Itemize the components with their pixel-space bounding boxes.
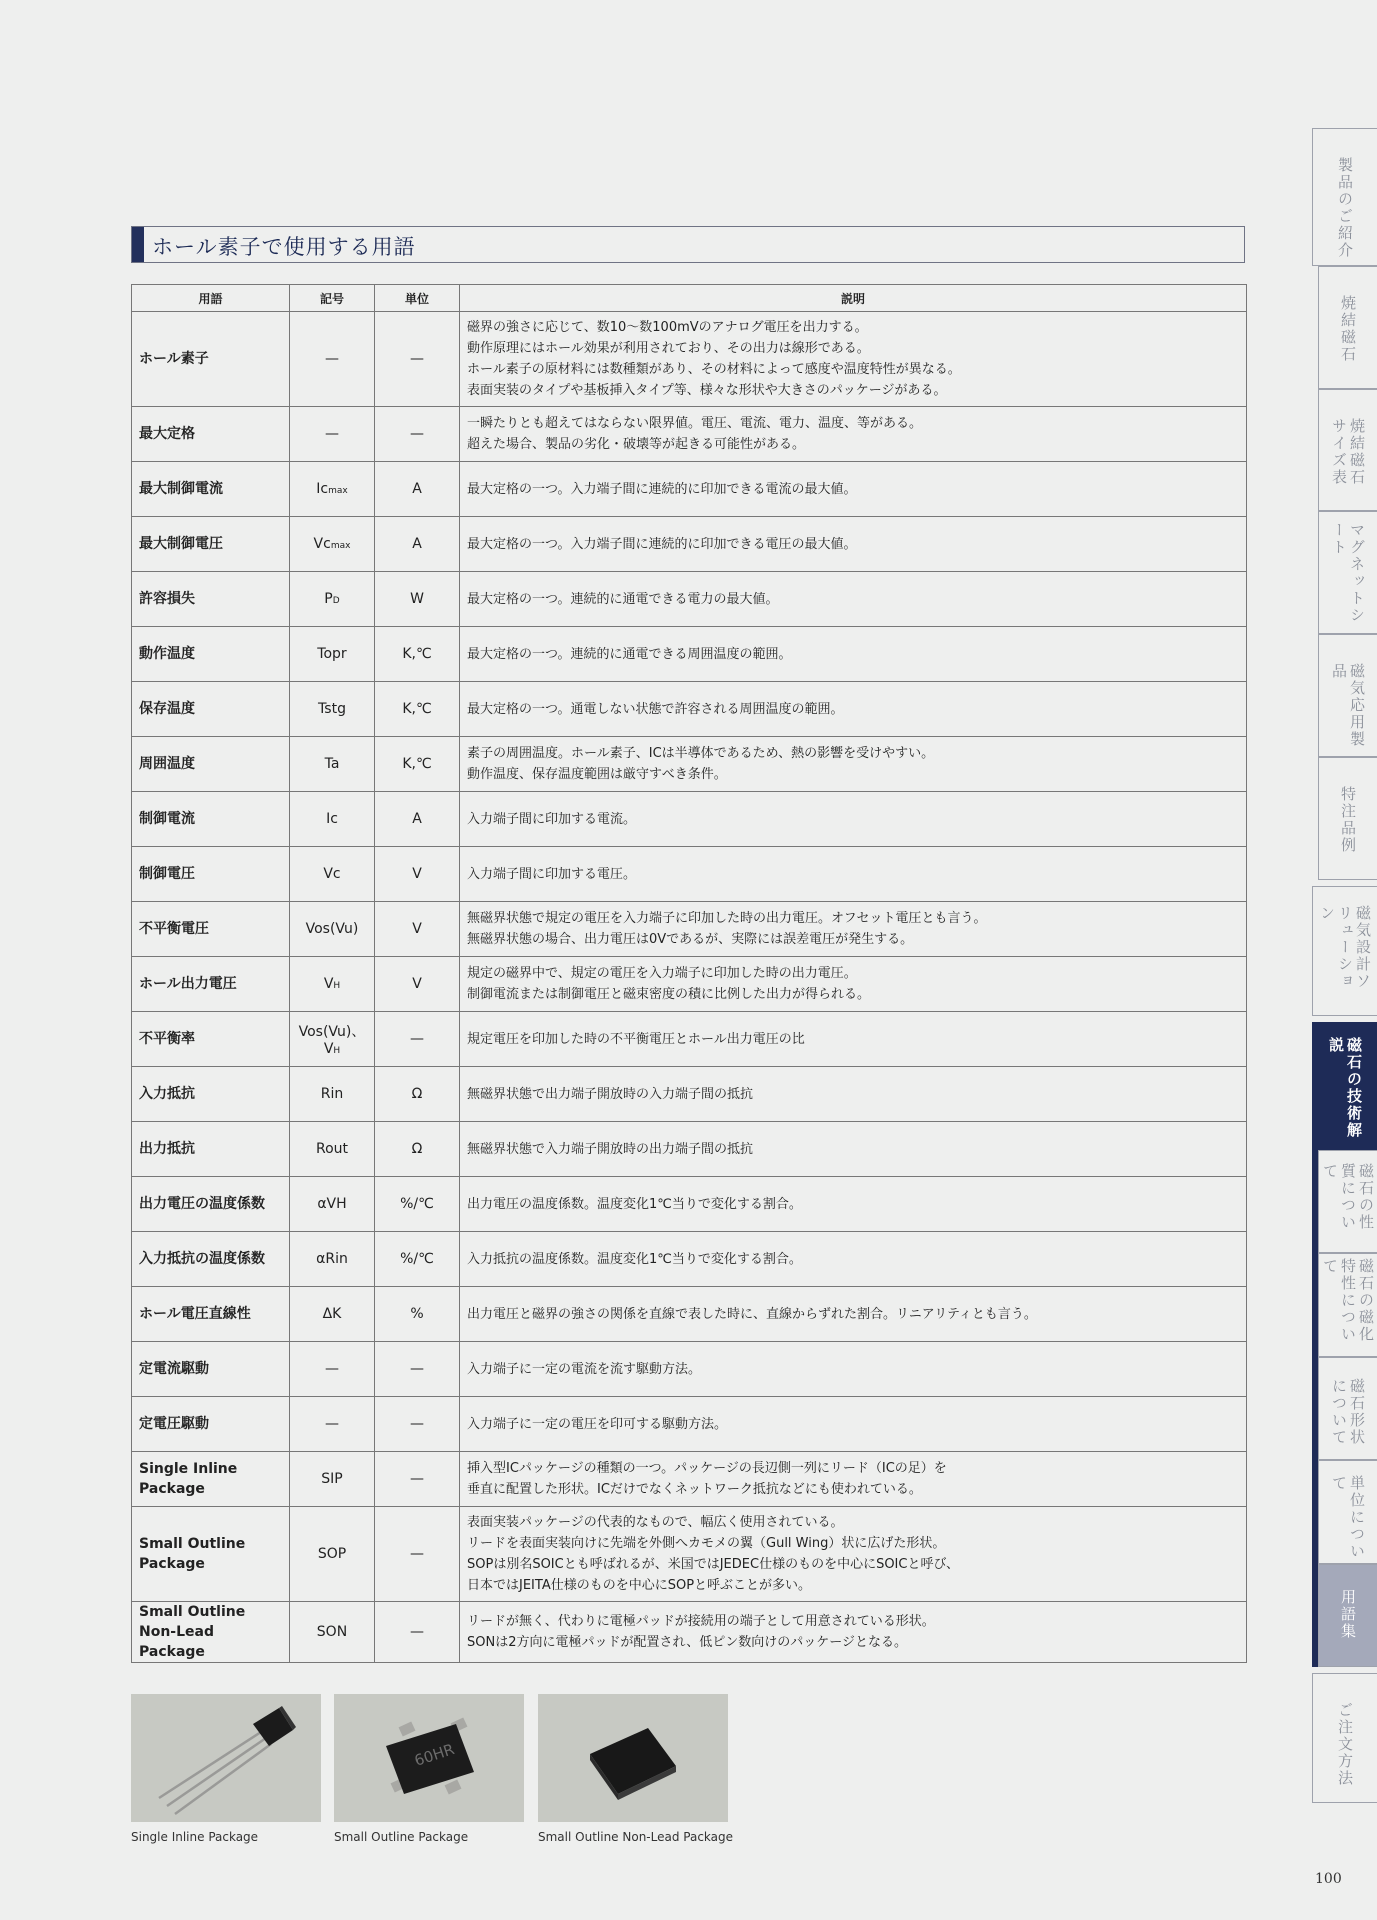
sip-package-image — [131, 1694, 321, 1822]
unit-cell: A — [375, 792, 460, 847]
header-unit: 単位 — [375, 285, 460, 312]
side-tab-label: 用語集 — [1339, 1589, 1357, 1640]
table-header-row — [132, 285, 1247, 312]
description-cell: 最大定格の一つ。連続的に通電できる周囲温度の範囲。 — [460, 627, 1247, 682]
section-title-box — [131, 226, 1245, 263]
term-cell: 許容損失 — [132, 572, 290, 627]
term-cell: Single Inline Package — [132, 1452, 290, 1507]
term-cell: 動作温度 — [132, 627, 290, 682]
caption-sop: Small Outline Package — [334, 1830, 469, 1844]
table-row — [132, 312, 1247, 407]
description-cell: 出力電圧と磁界の強さの関係を直線で表した時に、直線からずれた割合。リニアリティとも言う。 — [460, 1287, 1247, 1342]
side-tab-magnet-shape[interactable] — [1318, 1357, 1377, 1460]
photo-sip — [131, 1694, 321, 1822]
description-cell: 入力端子間に印加する電圧。 — [460, 847, 1247, 902]
side-tab-magnet-sheet[interactable] — [1318, 511, 1377, 634]
symbol-text: SIP — [321, 1471, 343, 1487]
symbol-cell — [290, 1122, 375, 1177]
symbol-text: P — [324, 591, 333, 607]
symbol-subscript: H — [333, 981, 341, 991]
unit-cell: %/℃ — [375, 1177, 460, 1232]
symbol-text: Ta — [324, 756, 340, 772]
table-row — [132, 737, 1247, 792]
symbol-cell — [290, 1507, 375, 1602]
symbol-cell — [290, 1012, 375, 1067]
symbol-cell — [290, 517, 375, 572]
term-cell: ホール電圧直線性 — [132, 1287, 290, 1342]
unit-cell: V — [375, 847, 460, 902]
table-row — [132, 462, 1247, 517]
symbol-text: Rin — [320, 1086, 344, 1102]
description-cell: 素子の周囲温度。ホール素子、ICは半導体であるため、熱の影響を受けやすい。 動作温度、保存温度範囲は厳守すべき条件。 — [460, 737, 1247, 792]
unit-cell: %/℃ — [375, 1232, 460, 1287]
symbol-text: Vos(Vu)、V — [298, 1024, 366, 1057]
side-tab-products[interactable] — [1312, 128, 1377, 266]
term-cell: 制御電流 — [132, 792, 290, 847]
description-cell: 入力抵抗の温度係数。温度変化1℃当りで変化する割合。 — [460, 1232, 1247, 1287]
unit-cell: — — [375, 1012, 460, 1067]
header-symbol: 記号 — [290, 285, 375, 312]
symbol-subscript: H — [333, 1046, 341, 1056]
table-row — [132, 1122, 1247, 1177]
unit-cell: Ω — [375, 1067, 460, 1122]
symbol-text: SOP — [317, 1546, 347, 1562]
symbol-cell — [290, 462, 375, 517]
unit-cell: — — [375, 1602, 460, 1663]
table-row — [132, 957, 1247, 1012]
symbol-cell — [290, 792, 375, 847]
side-tab-glossary[interactable] — [1318, 1564, 1377, 1667]
description-cell: 規定の磁界中で、規定の電圧を入力端子に印加した時の出力電圧。 制御電流または制御電圧と磁束密度の積に比例した出力が得られる。 — [460, 957, 1247, 1012]
term-cell: 不平衡電圧 — [132, 902, 290, 957]
table-row — [132, 572, 1247, 627]
symbol-cell — [290, 627, 375, 682]
side-tab-label: 焼結磁石サイズ表 — [1330, 418, 1366, 486]
table-row — [132, 1342, 1247, 1397]
description-cell: 出力電圧の温度係数。温度変化1℃当りで変化する割合。 — [460, 1177, 1247, 1232]
description-cell: 入力端子に一定の電流を流す駆動方法。 — [460, 1342, 1247, 1397]
description-cell: 無磁界状態で規定の電圧を入力端子に印加した時の出力電圧。オフセット電圧とも言う。 無磁界状態の場合、出力電圧は0Vであるが、実際には誤差電圧が発生する。 — [460, 902, 1247, 957]
side-tab-label: 磁気設計ソリューション — [1318, 905, 1372, 990]
table-row — [132, 1067, 1247, 1122]
side-tab-custom-examples[interactable] — [1318, 757, 1377, 880]
symbol-cell — [290, 1177, 375, 1232]
term-cell: 入力抵抗の温度係数 — [132, 1232, 290, 1287]
term-cell: 不平衡率 — [132, 1012, 290, 1067]
sop-marking: 60HR — [412, 1740, 457, 1770]
table-row — [132, 1452, 1247, 1507]
symbol-subscript: max — [330, 541, 351, 551]
unit-cell: — — [375, 1507, 460, 1602]
description-cell: リードが無く、代わりに電極パッドが接続用の端子として用意されている形状。 SONは2方向に電極パッドが配置され、低ピン数向けのパッケージとなる。 — [460, 1602, 1247, 1663]
unit-cell: Ω — [375, 1122, 460, 1177]
symbol-cell — [290, 957, 375, 1012]
table-row — [132, 682, 1247, 737]
caption-sip: Single Inline Package — [131, 1830, 259, 1844]
header-term: 用語 — [132, 285, 290, 312]
symbol-text: Ic — [316, 481, 329, 497]
symbol-text: — — [325, 351, 339, 367]
section-title: ホール素子で使用する用語 — [152, 235, 416, 259]
table-row — [132, 1507, 1247, 1602]
symbol-text: V — [323, 976, 334, 992]
unit-cell: — — [375, 1397, 460, 1452]
unit-cell: % — [375, 1287, 460, 1342]
symbol-cell — [290, 682, 375, 737]
symbol-cell — [290, 1397, 375, 1452]
table-row — [132, 1177, 1247, 1232]
side-tab-label: 磁石形状について — [1330, 1378, 1366, 1446]
side-tab-label: マグネットシート — [1330, 522, 1366, 624]
symbol-text: SON — [316, 1624, 348, 1640]
unit-cell: K,℃ — [375, 627, 460, 682]
symbol-cell — [290, 737, 375, 792]
symbol-text: — — [325, 426, 339, 442]
term-cell: 最大制御電圧 — [132, 517, 290, 572]
photo-sop — [334, 1694, 524, 1822]
symbol-cell — [290, 312, 375, 407]
photo-son — [538, 1694, 728, 1822]
side-tab-ordering[interactable] — [1312, 1673, 1377, 1803]
symbol-text: Tstg — [318, 701, 346, 717]
term-cell: 最大制御電流 — [132, 462, 290, 517]
symbol-text: Vc — [313, 536, 331, 552]
symbol-text: αRin — [316, 1251, 348, 1267]
term-cell: Small Outline Non-Lead Package — [132, 1602, 290, 1663]
term-cell: 最大定格 — [132, 407, 290, 462]
symbol-text: Topr — [317, 646, 347, 662]
term-cell: 入力抵抗 — [132, 1067, 290, 1122]
table-row — [132, 1287, 1247, 1342]
description-cell: 最大定格の一つ。通電しない状態で許容される周囲温度の範囲。 — [460, 682, 1247, 737]
term-cell: 周囲温度 — [132, 737, 290, 792]
term-cell: ホール出力電圧 — [132, 957, 290, 1012]
side-tab-label: ご注文方法 — [1336, 1702, 1354, 1787]
table-row — [132, 627, 1247, 682]
side-tab-magnetic-design[interactable] — [1312, 886, 1377, 1016]
symbol-cell — [290, 1232, 375, 1287]
term-cell: ホール素子 — [132, 312, 290, 407]
term-cell: 定電流駆動 — [132, 1342, 290, 1397]
unit-cell: — — [375, 1342, 460, 1397]
symbol-cell — [290, 902, 375, 957]
side-tab-label: 磁石の性質について — [1321, 1163, 1375, 1231]
table-row — [132, 1397, 1247, 1452]
table-row — [132, 1602, 1247, 1663]
title-accent-bar — [132, 227, 144, 262]
son-package-image — [538, 1694, 728, 1822]
symbol-cell — [290, 1452, 375, 1507]
description-cell: 最大定格の一つ。連続的に通電できる電力の最大値。 — [460, 572, 1247, 627]
symbol-cell — [290, 407, 375, 462]
description-cell: 規定電圧を印加した時の不平衡電圧とホール出力電圧の比 — [460, 1012, 1247, 1067]
table-row — [132, 1232, 1247, 1287]
symbol-text: αVH — [317, 1196, 347, 1212]
side-tab-size-table[interactable] — [1318, 389, 1377, 511]
description-cell: 表面実装パッケージの代表的なもので、幅広く使用されている。 リードを表面実装向けに先端を外側へカモメの翼（Gull Wing）状に広げた形状。 SOPは別名SOICとも呼ばれるが、米国ではJEDEC仕様のものを中心にSOICと呼び、 日本ではJEITA仕様のものを中心にSOPと呼ぶことが多い。 — [460, 1507, 1247, 1602]
table-row — [132, 517, 1247, 572]
description-cell: 入力端子に一定の電圧を印可する駆動方法。 — [460, 1397, 1247, 1452]
symbol-text: ΔK — [322, 1306, 342, 1322]
side-tab-label: 磁気応用製品 — [1330, 663, 1366, 748]
symbol-cell — [290, 1287, 375, 1342]
symbol-text: Ic — [326, 811, 338, 827]
symbol-text: Rout — [315, 1141, 349, 1157]
symbol-text: Vc — [323, 866, 341, 882]
unit-cell: A — [375, 517, 460, 572]
unit-cell: K,℃ — [375, 737, 460, 792]
unit-cell: — — [375, 1452, 460, 1507]
side-tab-units[interactable] — [1318, 1460, 1377, 1564]
side-tab-label: 磁石の磁化特性について — [1321, 1258, 1375, 1343]
symbol-text: Vos(Vu) — [305, 921, 359, 937]
symbol-cell — [290, 847, 375, 902]
term-cell: 出力抵抗 — [132, 1122, 290, 1177]
symbol-cell — [290, 1342, 375, 1397]
side-tab-magnetization[interactable] — [1318, 1253, 1377, 1357]
side-tab-label: 製品のご紹介 — [1336, 157, 1354, 259]
unit-cell: V — [375, 902, 460, 957]
term-cell: 保存温度 — [132, 682, 290, 737]
caption-son: Small Outline Non-Lead Package — [538, 1830, 734, 1844]
side-tab-magnet-properties[interactable] — [1318, 1150, 1377, 1253]
term-cell: 制御電圧 — [132, 847, 290, 902]
unit-cell: K,℃ — [375, 682, 460, 737]
description-cell: 最大定格の一つ。入力端子間に連続的に印加できる電流の最大値。 — [460, 462, 1247, 517]
header-description: 説明 — [460, 285, 1247, 312]
symbol-text: — — [325, 1416, 339, 1432]
description-cell: 挿入型ICパッケージの種類の一つ。パッケージの長辺側一列にリード（ICの足）を 垂直に配置した形状。ICだけでなくネットワーク抵抗などにも使われている。 — [460, 1452, 1247, 1507]
symbol-subscript: max — [328, 486, 348, 496]
term-cell: 出力電圧の温度係数 — [132, 1177, 290, 1232]
table-row — [132, 902, 1247, 957]
term-cell: Small Outline Package — [132, 1507, 290, 1602]
side-tab-sintered-magnet[interactable] — [1318, 266, 1377, 389]
page-number: 100 — [1315, 1871, 1342, 1887]
symbol-subscript: D — [332, 596, 340, 606]
table-row — [132, 1012, 1247, 1067]
unit-cell: A — [375, 462, 460, 517]
unit-cell: V — [375, 957, 460, 1012]
description-cell: 無磁界状態で入力端子開放時の出力端子間の抵抗 — [460, 1122, 1247, 1177]
term-cell: 定電圧駆動 — [132, 1397, 290, 1452]
description-cell: 入力端子間に印加する電流。 — [460, 792, 1247, 847]
unit-cell: W — [375, 572, 460, 627]
description-cell: 磁界の強さに応じて、数10～数100mVのアナログ電圧を出力する。 動作原理にはホール効果が利用されており、その出力は線形である。 ホール素子の原材料には数種類があり、その材料によって感度や温度特性が異なる。 表面実装のタイプや基板挿入タイプ等、様々な形状や大きさのパッケージがある。 — [460, 312, 1247, 407]
description-cell: 一瞬たりとも超えてはならない限界値。電圧、電流、電力、温度、等がある。 超えた場合、製品の劣化・破壊等が起きる可能性がある。 — [460, 407, 1247, 462]
description-cell: 無磁界状態で出力端子開放時の入力端子間の抵抗 — [460, 1067, 1247, 1122]
table-row — [132, 847, 1247, 902]
symbol-cell — [290, 572, 375, 627]
side-tab-label: 磁石の技術解説 — [1327, 1037, 1363, 1139]
table-row — [132, 792, 1247, 847]
side-tab-label: 焼結磁石 — [1339, 295, 1357, 363]
side-tab-applied-products[interactable] — [1318, 634, 1377, 757]
side-tab-technical-guide[interactable] — [1312, 1022, 1377, 1150]
unit-cell: — — [375, 407, 460, 462]
symbol-text: — — [325, 1361, 339, 1377]
table-row — [132, 407, 1247, 462]
side-tab-label: 特注品例 — [1339, 786, 1357, 854]
symbol-cell — [290, 1067, 375, 1122]
side-tab-label: 単位について — [1330, 1475, 1366, 1560]
symbol-cell — [290, 1602, 375, 1663]
description-cell: 最大定格の一つ。入力端子間に連続的に印加できる電圧の最大値。 — [460, 517, 1247, 572]
unit-cell: — — [375, 312, 460, 407]
terms-table — [131, 284, 1247, 1663]
